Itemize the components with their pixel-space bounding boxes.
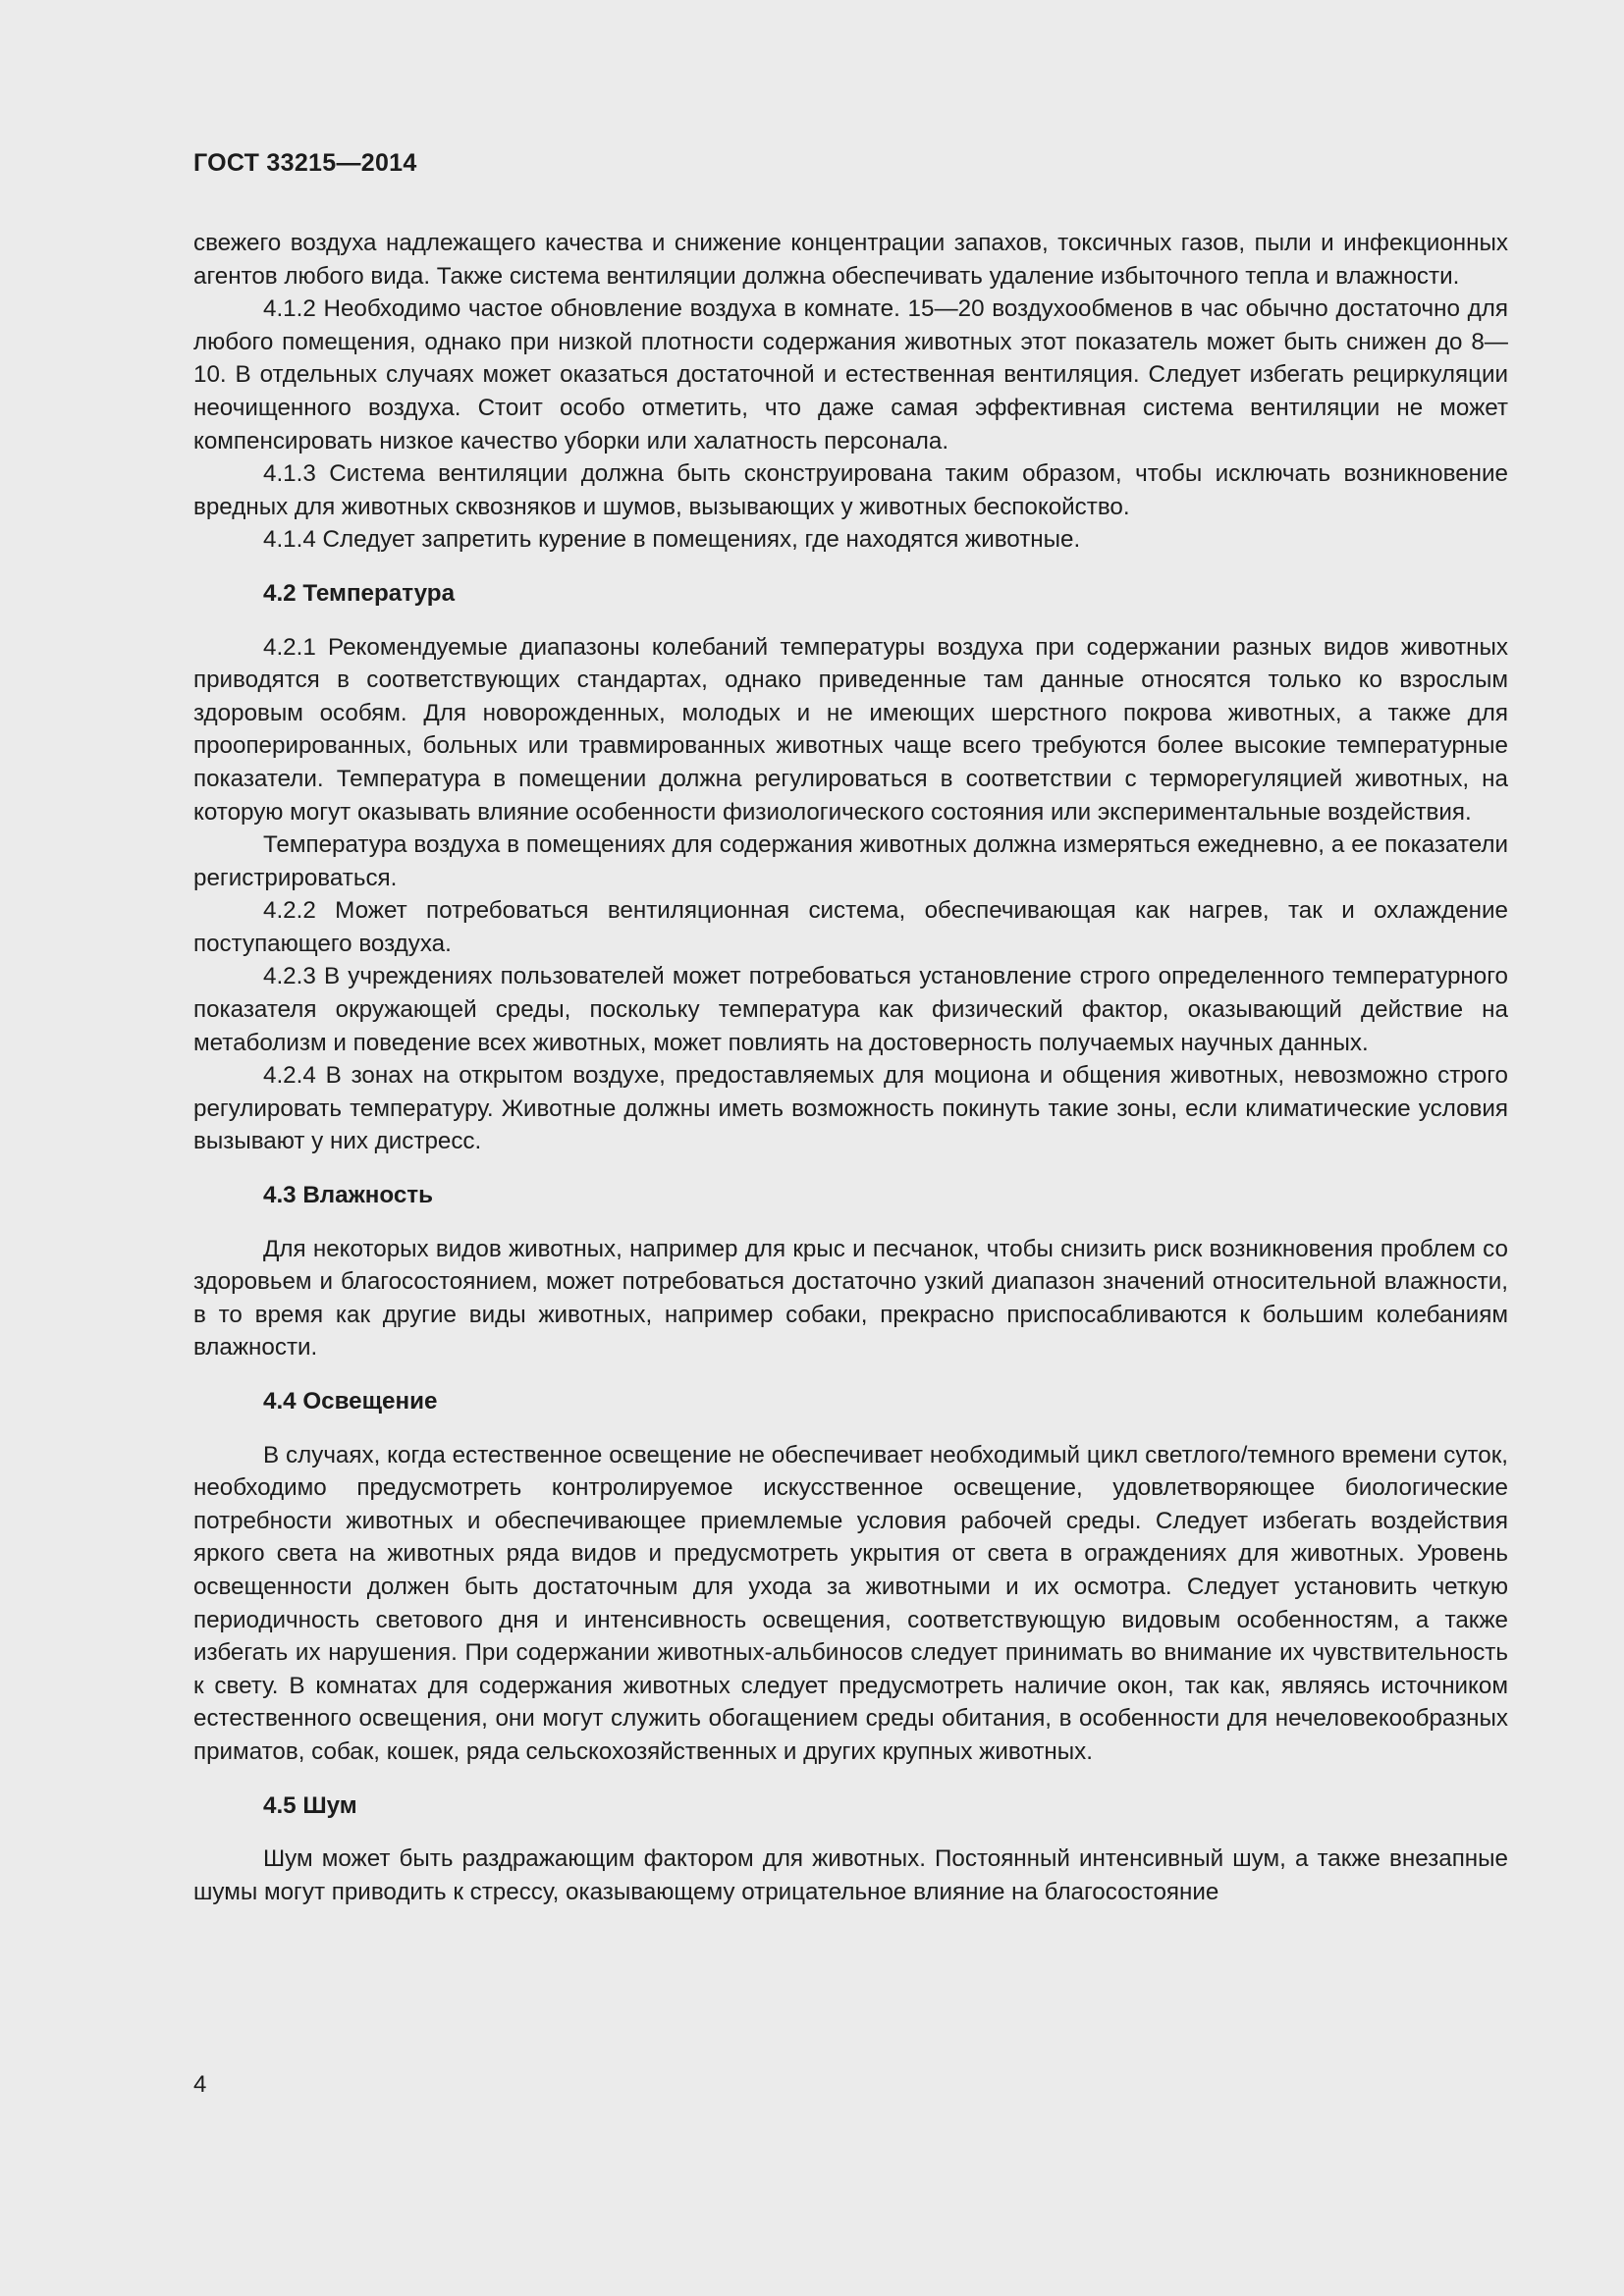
page-number: 4 bbox=[193, 2071, 207, 2098]
section-heading-temperature: 4.2 Температура bbox=[263, 579, 456, 607]
paragraph: Температура воздуха в помещениях для содержания животных должна измеряться ежедневно, а ее показатели регистрироваться. bbox=[193, 831, 1508, 891]
paragraph: Шум может быть раздражающим фактором для животных. Постоянный интенсивный шум, а также внезапные шумы могут приводить к стрессу, оказывающему отрицательное влияние на благосостояние bbox=[193, 1845, 1508, 1905]
paragraph: 4.2.1 Рекомендуемые диапазоны колебаний температуры воздуха при содержании разных видов животных приводятся в соответствующих стандартах, однако приведенные там данные относятся только ко взрослым здоровым особям. Для новорожденных, молодых и не имеющих шерстного покрова животных, а также для прооперированных, больных или травмированных животных чаще всего требуются более высокие температурные показатели. Температура в помещении должна регулироваться в соответствии с терморегуляцией животных, на которую могут оказывать влияние особенности физиологического состояния или экспериментальные воздействия. bbox=[193, 633, 1508, 826]
paragraph: В случаях, когда естественное освещение не обеспечивает необходимый цикл светлого/темного времени суток, необходимо предусмотреть контролируемое искусственное освещение, удовлетворяющее биологические потребности животных и обеспечивающее приемлемые условия рабочей среды. Следует избегать воздействия яркого света на животных ряда видов и предусмотреть укрытия от света в ограждениях для животных. Уровень освещенности должен быть достаточным для ухода за животными и их осмотра. Следует установить четкую периодичность светового дня и интенсивность освещения, соответствующую видовым особенностям, а также избегать их нарушения. При содержании животных-альбиносов следует принимать во внимание их чувствительность к свету. В комнатах для содержания животных следует предусмотреть наличие окон, так как, являясь источником естественного освещения, они могут служить обогащением среды обитания, в особенности для нечеловекообразных приматов, собак, кошек, ряда сельскохозяйственных и других крупных животных. bbox=[193, 1441, 1508, 1765]
paragraph: 4.2.3 В учреждениях пользователей может потребоваться установление строго определенного температурного показателя окружающей среды, поскольку температура как физический фактор, оказывающий действие на метаболизм и поведение всех животных, может повлиять на достоверность получаемых научных данных. bbox=[193, 963, 1508, 1056]
section-heading-lighting: 4.4 Освещение bbox=[263, 1388, 438, 1415]
document-header: ГОСТ 33215—2014 bbox=[193, 149, 417, 177]
paragraph: 4.1.3 Система вентиляции должна быть сконструирована таким образом, чтобы исключать возникновение вредных для животных сквозняков и шумов, вызывающих у животных беспокойство. bbox=[193, 460, 1508, 520]
paragraph: Для некоторых видов животных, например для крыс и песчанок, чтобы снизить риск возникновения проблем со здоровьем и благосостоянием, может потребоваться достаточно узкий диапазон значений относительной влажности, в то время как другие виды животных, например собаки, прекрасно приспосабливаются к большим колебаниям влажности. bbox=[193, 1235, 1508, 1362]
paragraph: 4.2.4 В зонах на открытом воздухе, предоставляемых для моциона и общения животных, невозможно строго регулировать температуру. Животные должны иметь возможность покинуть такие зоны, если климатические условия вызывают у них дистресс. bbox=[193, 1062, 1508, 1155]
paragraph: свежего воздуха надлежащего качества и снижение концентрации запахов, токсичных газов, пыли и инфекционных агентов любого вида. Также система вентиляции должна обеспечивать удаление избыточного тепла и влажности. bbox=[193, 230, 1508, 290]
section-heading-humidity: 4.3 Влажность bbox=[263, 1182, 434, 1209]
paragraph: 4.1.2 Необходимо частое обновление воздуха в комнате. 15—20 воздухообменов в час обычно достаточно для любого помещения, однако при низкой плотности содержания животных этот показатель может быть снижен до 8—10. В отдельных случаях может оказаться достаточной и естественная вентиляция. Следует избегать рециркуляции неочищенного воздуха. Стоит особо отметить, что даже самая эффективная система вентиляции не может компенсировать низкое качество уборки или халатность персонала. bbox=[193, 295, 1508, 454]
paragraph: 4.1.4 Следует запретить курение в помещениях, где находятся животные. bbox=[263, 526, 1081, 554]
paragraph: 4.2.2 Может потребоваться вентиляционная система, обеспечивающая как нагрев, так и охлаждение поступающего воздуха. bbox=[193, 897, 1508, 957]
section-heading-noise: 4.5 Шум bbox=[263, 1791, 357, 1819]
document-body bbox=[193, 227, 1508, 1908]
